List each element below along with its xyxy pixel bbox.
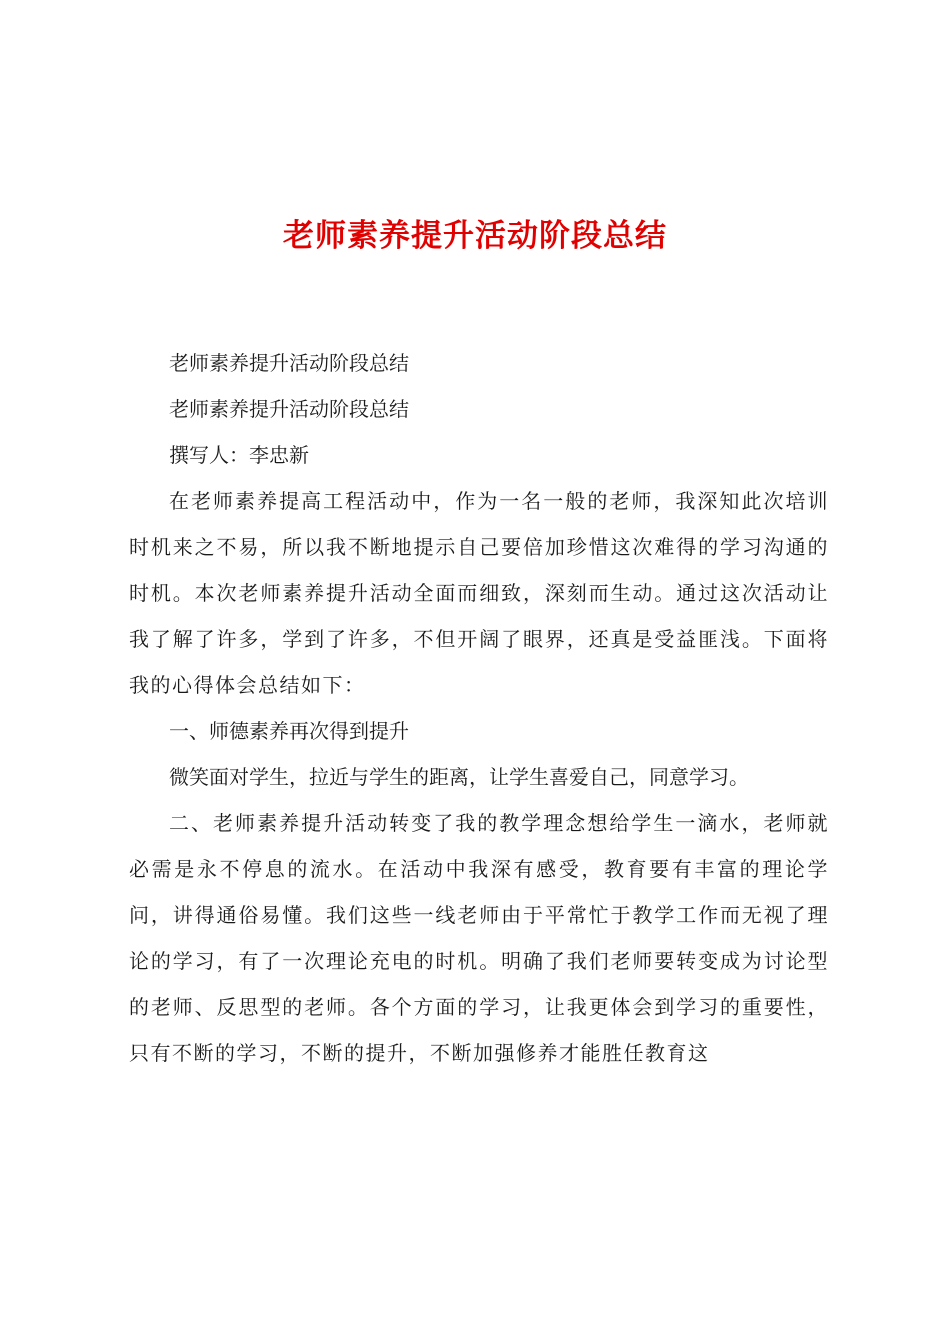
document-body [129,340,829,1076]
section-one-heading: 一、师德素养再次得到提升 [169,719,409,743]
author-line: 撰写人：李忠新 [169,443,309,467]
section-one-body: 微笑面对学生，拉近与学生的距离，让学生喜爱自己，同意学习。 [169,765,749,789]
intro-paragraph: 在老师素养提高工程活动中，作为一名一般的老师，我深知此次培训时机来之不易，所以我不断地提示自己要倍加珍惜这次难得的学习沟通的时机。本次老师素养提升活动全面而细致，深刻而生动。通过这次活动让我了解了许多，学到了许多，不但开阔了眼界，还真是受益匪浅。下面将我的心得体会总结如下： [129,489,829,697]
heading-repeat-line: 老师素养提升活动阶段总结 [169,397,409,421]
document-title: 老师素养提升活动阶段总结 [283,218,667,254]
section-two-paragraph: 二、老师素养提升活动转变了我的教学理念想给学生一滴水，老师就必需是永不停息的流水。在活动中我深有感受，教育要有丰富的理论学问，讲得通俗易懂。我们这些一线老师由于平常忙于教学工作而无视了理论的学习，有了一次理论充电的时机。明确了我们老师要转变成为讨论型的老师、反思型的老师。各个方面的学习，让我更体会到学习的重要性，只有不断的学习，不断的提升，不断加强修养才能胜任教育这 [129,811,829,1065]
heading-repeat-line: 老师素养提升活动阶段总结 [169,351,409,375]
